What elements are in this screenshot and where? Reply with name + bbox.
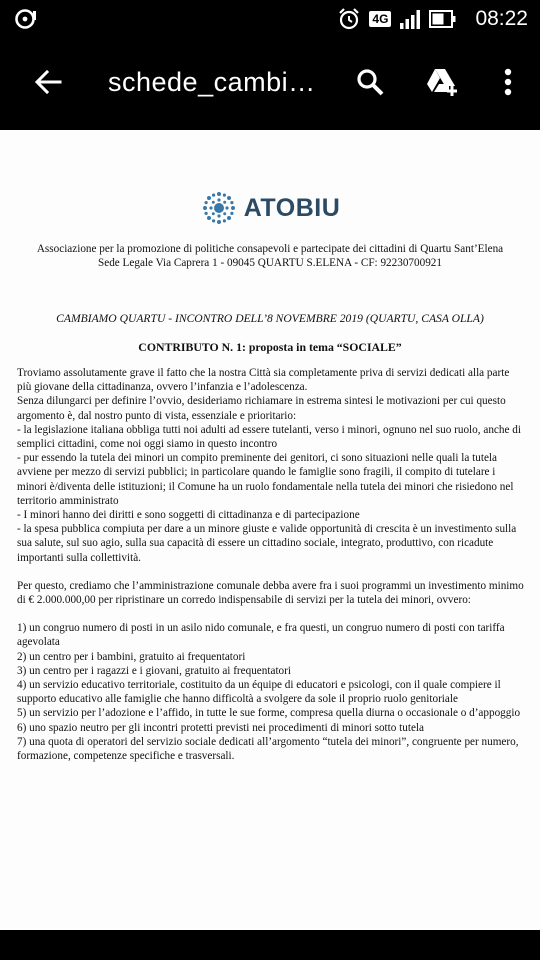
notification-icon bbox=[14, 8, 38, 30]
document-title: schede_cambi… bbox=[108, 67, 316, 97]
signal-icon bbox=[399, 8, 421, 30]
meeting-heading: CAMBIAMO QUARTU - INCONTRO DELL’8 NOVEMBRE 2019 (QUARTU, CASA OLLA) bbox=[56, 312, 484, 325]
investment-paragraph: Per questo, crediamo che l’amministrazione comunale debba avere fra i suoi programmi un investimento minimo di € 2.000.000,00 per ripristinare un corredo indispensabile di servizi per la tutela dei minori, ovvero: bbox=[17, 579, 524, 607]
search-icon bbox=[355, 67, 385, 97]
body-paragraph: - la spesa pubblica compiuta per dare a un minore giuste e valide opportunità di crescita è un investimento sulla sua salute, sul suo agio, sulla sua capacità di essere un cittadino sociale, integrato, produttivo, con ricadute importanti sulla collettività. bbox=[17, 523, 517, 564]
paragraph-spacer bbox=[17, 565, 525, 579]
more-vert-icon bbox=[503, 67, 513, 97]
arrow-back-icon bbox=[34, 68, 62, 96]
back-button[interactable] bbox=[30, 64, 66, 100]
sunburst-logo-icon bbox=[200, 189, 238, 227]
association-name-line: Associazione per la promozione di politiche consapevoli e partecipate dei cittadini di Quartu Sant’Elena bbox=[36, 243, 504, 255]
body-paragraph: - pur essendo la tutela dei minori un compito preminente dei genitori, ci sono situazioni nelle quali la tutela avviene per mezzo di servizi pubblici; in particolare quando le famiglie sono fragili, il compito di tutelare i minori è/diventa delle istituzioni; il Comune ha un ruolo fondamentale nella tutela dei minori che risiedono nel territorio amministrato bbox=[17, 452, 514, 507]
battery-icon bbox=[429, 9, 457, 29]
list-item: 7) una quota di operatori del servizio sociale dedicati all’argomento “tutela dei minori”, congruente per numero, formazione, competenze specifiche e trasversali. bbox=[17, 735, 519, 763]
body-paragraph: - la legislazione italiana obbliga tutti noi adulti ad essere tutelanti, verso i minori, ognuno nel suo ruolo, anche di semplici cittadini, come noi oggi siamo in questo incontro bbox=[17, 423, 521, 451]
paragraph-spacer bbox=[17, 607, 525, 621]
body-paragraph: Troviamo assolutamente grave il fatto che la nostra Città sia completamente priva di servizi dedicati alla parte più giovane della cittadinanza, ovvero l’infanzia e l’adolescenza. bbox=[17, 367, 510, 394]
status-bar bbox=[0, 0, 540, 38]
contribution-title: CONTRIBUTO N. 1: proposta in tema “SOCIALE” bbox=[138, 340, 402, 354]
app-bar bbox=[0, 38, 540, 130]
google-drive-add-icon bbox=[425, 67, 459, 97]
network-type-badge: 4G bbox=[369, 11, 391, 27]
body-paragraph: Senza dilungarci per definire l’ovvio, desideriamo richiamare in estrema sintesi le motivazioni per cui questo argomento è, dal nostro punto di vista, essenziale e prioritario: bbox=[17, 395, 506, 422]
logo-wordmark: ATOBIU bbox=[243, 193, 341, 222]
list-item: 5) un servizio per l’adozione e l’affido, in tutte le sue forme, compresa quella diurna o occasionale o d’appoggio bbox=[17, 707, 521, 720]
add-to-drive-button[interactable] bbox=[422, 62, 462, 102]
bottom-navigation-bar bbox=[0, 930, 540, 960]
list-item: 2) un centro per i bambini, gratuito ai frequentatori bbox=[17, 650, 246, 663]
document-page[interactable] bbox=[0, 130, 540, 930]
association-logo bbox=[0, 186, 540, 230]
list-item: 3) un centro per i ragazzi e i giovani, gratuito ai frequentatori bbox=[17, 664, 291, 677]
alarm-icon bbox=[337, 7, 361, 31]
status-indicators bbox=[337, 6, 528, 32]
association-header bbox=[20, 242, 520, 270]
status-time: 08:22 bbox=[475, 7, 528, 30]
body-paragraph: - I minori hanno dei diritti e sono soggetti di cittadinanza e di partecipazione bbox=[17, 509, 360, 522]
document-body bbox=[17, 366, 525, 763]
list-item: 1) un congruo numero di posti in un asilo nido comunale, e fra questi, un congruo numero di posti con tariffa agevolata bbox=[17, 622, 505, 649]
more-options-button[interactable] bbox=[488, 62, 528, 102]
list-item: 6) uno spazio neutro per gli incontri protetti previsti nei procedimenti di minori sotto tutela bbox=[17, 721, 425, 734]
association-address-line: Sede Legale Via Caprera 1 - 09045 QUARTU S.ELENA - CF: 92230700921 bbox=[98, 257, 442, 269]
list-item: 4) un servizio educativo territoriale, costituito da un équipe di educatori e psicologi, con il quale compiere il supporto educativo alle famiglie che hanno difficoltà a svolgere da sole il proprio ruolo genitoriale bbox=[17, 679, 501, 706]
search-button[interactable] bbox=[350, 62, 390, 102]
